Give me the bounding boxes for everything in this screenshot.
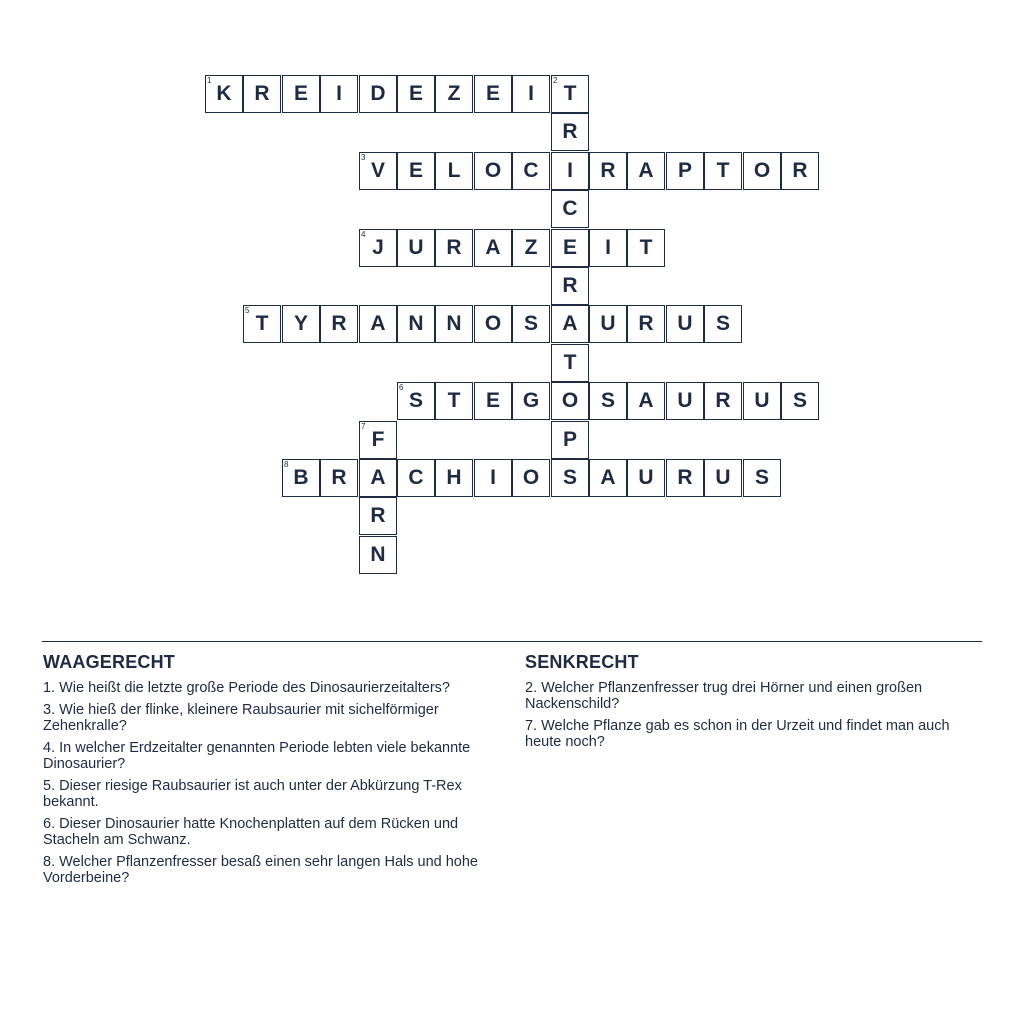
grid-cell[interactable]	[435, 75, 473, 113]
cell-letter: R	[331, 466, 347, 489]
cell-number: 3	[361, 153, 366, 162]
cell-number: 5	[245, 306, 250, 315]
grid-cell[interactable]	[743, 382, 781, 420]
cell-letter: R	[254, 82, 270, 105]
cell-letter: H	[446, 466, 462, 489]
cell-letter: E	[485, 389, 500, 412]
grid-cell[interactable]	[474, 152, 512, 190]
grid-cell[interactable]	[397, 75, 435, 113]
cell-letter: T	[563, 351, 577, 374]
cell-letter: C	[408, 466, 424, 489]
grid-cell[interactable]	[704, 459, 742, 497]
grid-cell[interactable]	[359, 229, 397, 267]
grid-cell[interactable]	[551, 113, 589, 151]
grid-cell[interactable]	[666, 305, 704, 343]
cell-number: 8	[284, 460, 289, 469]
cell-letter: S	[754, 466, 769, 489]
grid-cell[interactable]	[551, 344, 589, 382]
cell-letter: A	[370, 466, 386, 489]
cell-letter: N	[408, 312, 424, 335]
grid-cell[interactable]	[359, 421, 397, 459]
grid-cell[interactable]	[359, 459, 397, 497]
clue-across-6: 6. Dieser Dinosaurier hatte Knochenplatten auf dem Rücken und Stacheln am Schwanz.	[43, 816, 459, 848]
grid-cell[interactable]	[589, 382, 627, 420]
grid-cell[interactable]	[474, 382, 512, 420]
cell-letter: U	[600, 312, 616, 335]
grid-cell[interactable]	[474, 459, 512, 497]
grid-cell[interactable]	[435, 382, 473, 420]
cell-letter: T	[447, 389, 461, 412]
grid-cell[interactable]	[435, 152, 473, 190]
cell-letter: Z	[524, 236, 538, 259]
cell-letter: S	[715, 312, 730, 335]
grid-cell[interactable]	[666, 459, 704, 497]
cell-letter: R	[370, 504, 386, 527]
grid-cell[interactable]	[589, 459, 627, 497]
grid-cell[interactable]	[435, 305, 473, 343]
grid-cell[interactable]	[627, 152, 665, 190]
cell-letter: R	[562, 120, 578, 143]
grid-cell[interactable]	[627, 229, 665, 267]
grid-cell[interactable]	[551, 382, 589, 420]
grid-cell[interactable]	[282, 75, 320, 113]
grid-cell[interactable]	[666, 382, 704, 420]
grid-cell[interactable]	[474, 229, 512, 267]
grid-cell[interactable]	[512, 305, 550, 343]
clue-down-7: 7. Welche Pflanze gab es schon in der Urzeit und findet man auch heute noch?	[525, 718, 950, 750]
cell-letter: A	[638, 389, 654, 412]
cell-letter: C	[562, 197, 578, 220]
cell-letter: E	[408, 159, 423, 182]
clue-across-1: 1. Wie heißt die letzte große Periode des Dinosaurierzeitalters?	[43, 680, 450, 696]
grid-cell[interactable]	[551, 75, 589, 113]
cell-letter: Z	[447, 82, 461, 105]
cell-letter: U	[677, 312, 693, 335]
grid-cell[interactable]	[743, 459, 781, 497]
cell-letter: G	[522, 389, 540, 412]
cell-letter: U	[638, 466, 654, 489]
grid-cell[interactable]	[704, 382, 742, 420]
cell-letter: B	[293, 466, 309, 489]
cell-letter: R	[677, 466, 693, 489]
cell-letter: T	[639, 236, 653, 259]
grid-cell[interactable]	[320, 75, 358, 113]
grid-cell[interactable]	[551, 267, 589, 305]
cell-letter: T	[255, 312, 269, 335]
cell-letter: N	[370, 543, 386, 566]
cell-letter: R	[638, 312, 654, 335]
cell-letter: S	[792, 389, 807, 412]
clue-across-8: 8. Welcher Pflanzenfresser besaß einen sehr langen Hals und hohe Vorderbeine?	[43, 854, 478, 886]
grid-cell[interactable]	[627, 305, 665, 343]
cell-letter: Y	[293, 312, 308, 335]
cell-letter: F	[371, 428, 385, 451]
grid-cell[interactable]	[205, 75, 243, 113]
grid-cell[interactable]	[359, 536, 397, 574]
clue-across-3: 3. Wie hieß der flinke, kleinere Raubsaurier mit sichelförmiger Zehenkralle?	[43, 702, 439, 734]
cell-number: 4	[361, 230, 366, 239]
cell-letter: R	[331, 312, 347, 335]
cell-letter: R	[600, 159, 616, 182]
grid-cell[interactable]	[243, 305, 281, 343]
cell-letter: D	[370, 82, 386, 105]
cell-letter: N	[446, 312, 462, 335]
grid-cell[interactable]	[627, 459, 665, 497]
grid-cell[interactable]	[512, 75, 550, 113]
cell-letter: I	[490, 466, 496, 489]
clue-down-2: 2. Welcher Pflanzenfresser trug drei Hörner und einen großen Nackenschild?	[525, 680, 923, 712]
grid-cell[interactable]	[551, 152, 589, 190]
cell-letter: S	[408, 389, 423, 412]
grid-cell[interactable]	[435, 229, 473, 267]
cell-letter: R	[562, 274, 578, 297]
cell-letter: P	[677, 159, 692, 182]
cell-letter: O	[522, 466, 540, 489]
cell-letter: E	[293, 82, 308, 105]
cell-letter: U	[408, 236, 424, 259]
grid-cell[interactable]	[666, 152, 704, 190]
grid-cell[interactable]	[551, 190, 589, 228]
cell-letter: I	[528, 82, 534, 105]
grid-cell[interactable]	[397, 459, 435, 497]
grid-cell[interactable]	[397, 152, 435, 190]
grid-cell[interactable]	[282, 459, 320, 497]
grid-cell[interactable]	[320, 459, 358, 497]
grid-cell[interactable]	[551, 459, 589, 497]
cell-letter: A	[638, 159, 654, 182]
grid-cell[interactable]	[243, 75, 281, 113]
grid-cell[interactable]	[359, 75, 397, 113]
cell-letter: L	[447, 159, 461, 182]
cell-letter: O	[561, 389, 579, 412]
grid-cell[interactable]	[512, 459, 550, 497]
cell-letter: I	[336, 82, 342, 105]
grid-cell[interactable]	[743, 152, 781, 190]
cell-letter: S	[523, 312, 538, 335]
cell-letter: P	[562, 428, 577, 451]
cell-letter: I	[567, 159, 573, 182]
cell-number: 6	[399, 383, 404, 392]
grid-cell[interactable]	[320, 305, 358, 343]
grid-cell[interactable]	[589, 229, 627, 267]
grid-cell[interactable]	[474, 75, 512, 113]
cell-number: 2	[553, 76, 558, 85]
grid-cell[interactable]	[435, 459, 473, 497]
grid-cell[interactable]	[397, 229, 435, 267]
grid-cell[interactable]	[781, 382, 819, 420]
clue-across-4: 4. In welcher Erdzeitalter genannten Periode lebten viele bekannte Dinosaurier?	[43, 740, 471, 772]
grid-cell[interactable]	[589, 305, 627, 343]
grid-cell[interactable]	[359, 497, 397, 535]
grid-cell[interactable]	[512, 229, 550, 267]
across-clues	[43, 652, 493, 892]
grid-cell[interactable]	[781, 152, 819, 190]
clue-across-5: 5. Dieser riesige Raubsaurier ist auch unter der Abkürzung T-Rex bekannt.	[43, 778, 462, 810]
cell-letter: R	[446, 236, 462, 259]
cell-letter: E	[408, 82, 423, 105]
cell-letter: I	[605, 236, 611, 259]
cell-letter: O	[753, 159, 771, 182]
grid-cell[interactable]	[551, 229, 589, 267]
down-clues	[525, 652, 975, 756]
divider	[42, 641, 982, 642]
cell-letter: E	[485, 82, 500, 105]
cell-letter: E	[562, 236, 577, 259]
grid-cell[interactable]	[359, 305, 397, 343]
cell-number: 1	[207, 76, 212, 85]
cell-letter: U	[754, 389, 770, 412]
grid-cell[interactable]	[704, 305, 742, 343]
grid-cell[interactable]	[474, 305, 512, 343]
cell-letter: T	[563, 82, 577, 105]
cell-letter: R	[715, 389, 731, 412]
grid-cell[interactable]	[627, 382, 665, 420]
cell-letter: K	[216, 82, 232, 105]
grid-cell[interactable]	[589, 152, 627, 190]
cell-letter: A	[562, 312, 578, 335]
cell-letter: A	[485, 236, 501, 259]
across-heading: WAAGERECHT	[43, 652, 175, 672]
cell-letter: U	[677, 389, 693, 412]
cell-letter: A	[600, 466, 616, 489]
cell-letter: A	[370, 312, 386, 335]
cell-letter: R	[792, 159, 808, 182]
cell-number: 7	[361, 422, 366, 431]
grid-cell[interactable]	[512, 382, 550, 420]
grid-cell[interactable]	[704, 152, 742, 190]
cell-letter: J	[372, 236, 384, 259]
grid-cell[interactable]	[282, 305, 320, 343]
grid-cell[interactable]	[397, 382, 435, 420]
cell-letter: C	[523, 159, 539, 182]
grid-cell[interactable]	[512, 152, 550, 190]
cell-letter: U	[715, 466, 731, 489]
down-heading: SENKRECHT	[525, 652, 639, 672]
cell-letter: S	[600, 389, 615, 412]
grid-cell[interactable]	[551, 305, 589, 343]
cell-letter: O	[484, 159, 502, 182]
grid-cell[interactable]	[359, 152, 397, 190]
grid-cell[interactable]	[551, 421, 589, 459]
cell-letter: T	[716, 159, 730, 182]
cell-letter: V	[370, 159, 385, 182]
grid-cell[interactable]	[397, 305, 435, 343]
cell-letter: O	[484, 312, 502, 335]
cell-letter: S	[562, 466, 577, 489]
